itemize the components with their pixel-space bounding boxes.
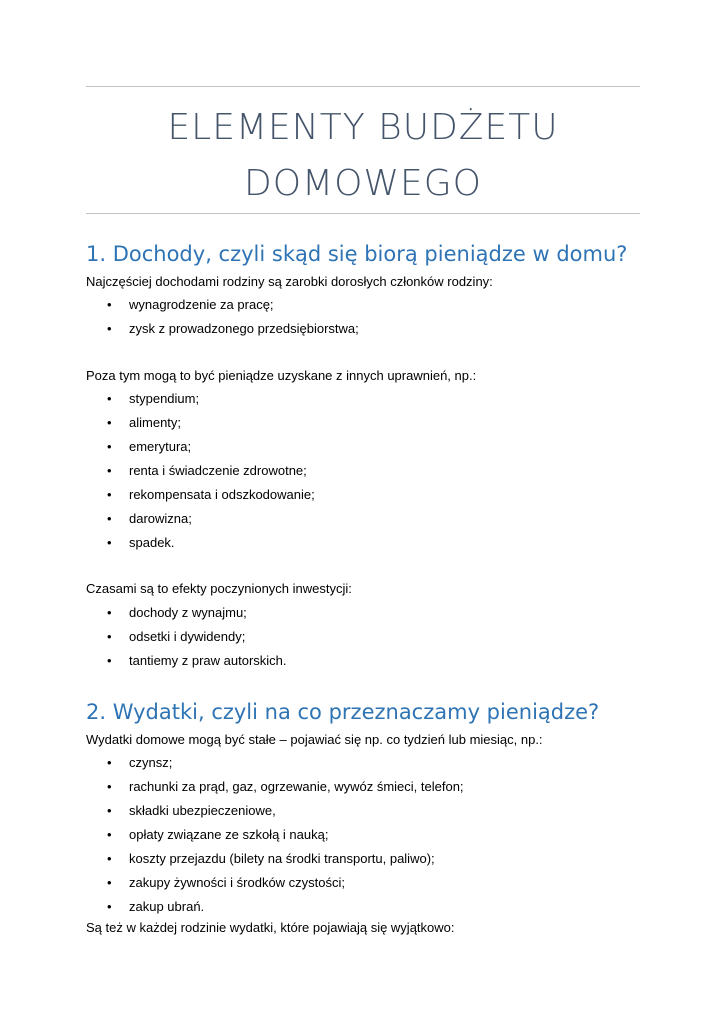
document-title: [86, 100, 640, 212]
bullet-icon: •: [107, 439, 112, 454]
bullet-icon: •: [107, 463, 112, 478]
bullet-icon: •: [107, 297, 112, 312]
section-2-intro: Wydatki domowe mogą być stałe – pojawiać się np. co tydzień lub miesiąc, np.:: [86, 732, 543, 747]
bullet-icon: •: [107, 487, 112, 502]
bullet-icon: •: [107, 899, 112, 914]
bullet-icon: •: [107, 875, 112, 890]
bullet-icon: •: [107, 321, 112, 336]
title-line-2: DOMOWEGO: [243, 163, 483, 204]
bullet-icon: •: [107, 629, 112, 644]
bullet-icon: •: [107, 511, 112, 526]
title-bottom-rule: [86, 213, 640, 214]
bullet-icon: •: [107, 851, 112, 866]
bullet-icon: •: [107, 653, 112, 668]
bullet-icon: •: [107, 391, 112, 406]
bullet-icon: •: [107, 415, 112, 430]
section-1-para-investments: Czasami są to efekty poczynionych inwestycji:: [86, 581, 352, 596]
bullet-icon: •: [107, 605, 112, 620]
bullet-icon: •: [107, 779, 112, 794]
title-top-rule: [86, 86, 640, 87]
bullet-icon: •: [107, 535, 112, 550]
bullet-icon: •: [107, 803, 112, 818]
section-1-para-other-rights: Poza tym mogą to być pieniądze uzyskane z innych uprawnień, np.:: [86, 368, 477, 383]
bullet-icon: •: [107, 755, 112, 770]
section-2-outro: Są też w każdej rodzinie wydatki, które pojawiają się wyjątkowo:: [86, 920, 455, 935]
section-2-heading: 2. Wydatki, czyli na co przeznaczamy pieniądze?: [86, 700, 600, 724]
bullet-icon: •: [107, 827, 112, 842]
section-1-heading: 1. Dochody, czyli skąd się biorą pieniądze w domu?: [86, 242, 628, 266]
section-1-intro: Najczęściej dochodami rodziny są zarobki dorosłych członków rodziny:: [86, 274, 493, 289]
title-line-1: ELEMENTY BUDŻETU: [167, 107, 559, 148]
